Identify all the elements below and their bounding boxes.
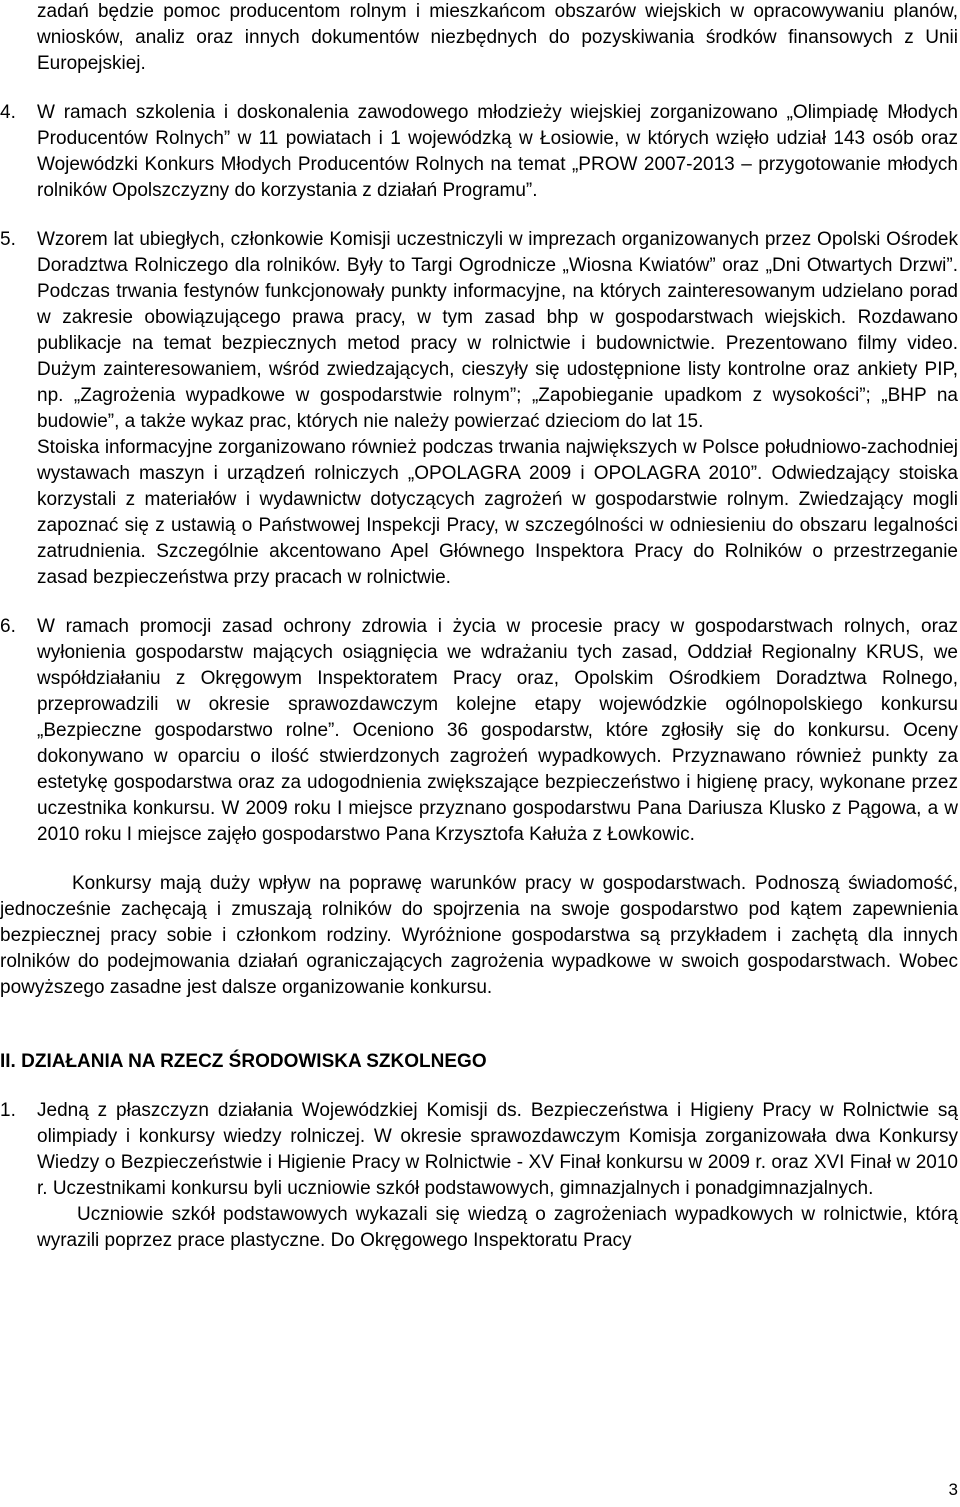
list-item-6 [0, 614, 960, 848]
list-item-text: Jedną z płaszczyzn działania Wojewódzkiej Komisji ds. Bezpieczeństwa i Higieny Pracy w Rolnictwie są olimpiady i konkursy wiedzy rolniczej. W okresie sprawozdawczym Komisja zorganizowała dwa Konkursy Wiedzy o Bezpieczeństwie i Higienie Pracy w Rolnictwie - XV Finał konkursu w 2009 r. oraz XVI Finał w 2010 r. Uczestnikami konkursu byli uczniowie szkół podstawowych, gimnazjalnych i ponadgimnazjalnych. [37, 1100, 958, 1199]
spacer [0, 591, 960, 614]
list-item-text-continued: Stoiska informacyjne zorganizowano również podczas trwania największych w Polsce południowo-zachodniej wystawach maszyn i urządzeń rolniczych „OPOLAGRA 2009 i OPOLAGRA 2010”. Odwiedzający stoiska korzystali z materiałów i wydawnictw dotyczących zagrożeń w gospodarstwie rolnym. Zwiedzający mogli zapoznać się z ustawią o Państwowej Inspekcji Pracy, w szczególności w odniesieniu do obszaru legalności zatrudnienia. Szczególnie akcentowano Apel Głównego Inspektora Pracy do Rolników o przestrzeganie zasad bezpieczeństwa przy pracach w rolnictwie. [37, 437, 958, 588]
list-number: 5. [0, 229, 16, 250]
spacer [0, 204, 960, 227]
list-item-text: W ramach szkolenia i doskonalenia zawodowego młodzieży wiejskiej zorganizowano „Olimpiadę Młodych Producentów Rolnych” w 11 powiatach i 1 wojewódzką w Łosiowie, w których wzięło udział 143 osób oraz Wojewódzki Konkurs Młodych Producentów Rolnych na temat „PROW 2007-2013 – przygotowanie młodych rolników Opolszczyzny do korzystania z działań Programu”. [37, 102, 958, 201]
page-number: 3 [948, 1480, 958, 1499]
spacer [0, 848, 960, 871]
list-item-text-continued: Uczniowie szkół podstawowych wykazali się wiedzą o zagrożeniach wypadkowych w rolnictwie, którą wyrazili poprzez prace plastyczne. Do Okręgowego Inspektoratu Pracy [37, 1204, 958, 1251]
list-number: 1. [0, 1100, 16, 1121]
paragraph-intro-continuation: zadań będzie pomoc producentom rolnym i mieszkańcom obszarów wiejskich w opracowywaniu planów, wniosków, analiz oraz innych dokumentów niezbędnych do pozyskiwania środków finansowych z Unii Europejskiej. [37, 1, 958, 74]
section-heading: II. DZIAŁANIA NA RZECZ ŚRODOWISKA SZKOLNEGO [0, 1051, 487, 1072]
list-item-text: Wzorem lat ubiegłych, członkowie Komisji uczestniczyli w imprezach organizowanych przez Opolski Ośrodek Doradztwa Rolniczego dla rolników. Były to Targi Ogrodnicze „Wiosna Kwiatów” oraz „Dni Otwartych Drzwi”. Podczas trwania festynów funkcjonowały punkty informacyjne, na których zainteresowanym udzielano porad w zakresie obowiązującego prawa pracy, w tym zasad bhp w gospodarstwach wiejskich. Rozdawano publikacje na temat bezpiecznych metod pracy w rolnictwie i budownictwie. Prezentowano filmy video. Dużym zainteresowaniem, wśród zwiedzających, cieszyły się udostępnione listy kontrolne oraz ankiety PIP, np. „Zagrożenia wypadkowe w gospodarstwie rolnym”; „Zapobieganie upadkom z wysokości”; „BHP na budowie”, a także wykaz prac, których nie należy powierzać dzieciom do lat 15. [37, 229, 958, 432]
list-item-text: W ramach promocji zasad ochrony zdrowia i życia w procesie pracy w gospodarstwach rolnych, oraz wyłonienia gospodarstw mających osiągnięcia we wdrażaniu tych zasad, Oddział Regionalny KRUS, we współdziałaniu z Okręgowym Inspektoratem Pracy oraz, Opolskim Ośrodkiem Doradztwa Rolnego, przeprowadzili w okresie sprawozdawczym kolejne etapy wojewódzkie ogólnopolskiego konkursu „Bezpieczne gospodarstwo rolne”. Oceniono 36 gospodarstw, które zgłosiły się do konkursu. Oceny dokonywano w oparciu o ilość stwierdzonych zagrożeń wypadkowych. Przyznawano również punkty za estetykę gospodarstwa oraz za udogodnienia zwiększające bezpieczeństwo i higienę pracy, wykonane przez uczestnika konkursu. W 2009 roku I miejsce przyznano gospodarstwu Pana Dariusza Klusko z Pągowa, a w 2010 roku I miejsce zajęło gospodarstwo Pana Krzysztofa Kałuża z Łowkowic. [37, 616, 958, 845]
list-item-4 [0, 100, 960, 204]
list-item-5 [0, 227, 960, 591]
list-number: 4. [0, 102, 16, 123]
spacer [0, 1001, 960, 1049]
list-number: 6. [0, 616, 16, 637]
spacer [0, 1075, 960, 1098]
section-list-item-1 [0, 1098, 960, 1254]
spacer [0, 77, 960, 100]
paragraph-summary: Konkursy mają duży wpływ na poprawę warunków pracy w gospodarstwach. Podnoszą świadomość, jednocześnie zachęcają i zmuszają rolników do spojrzenia na swoje gospodarstwo pod kątem zapewnienia bezpiecznej pracy sobie i członkom rodziny. Wyróżnione gospodarstwa są przykładem i zachętą dla innych rolników do podejmowania działań ograniczających zagrożenia wypadkowe w swoich gospodarstwach. Wobec powyższego zasadne jest dalsze organizowanie konkursu. [0, 873, 958, 998]
